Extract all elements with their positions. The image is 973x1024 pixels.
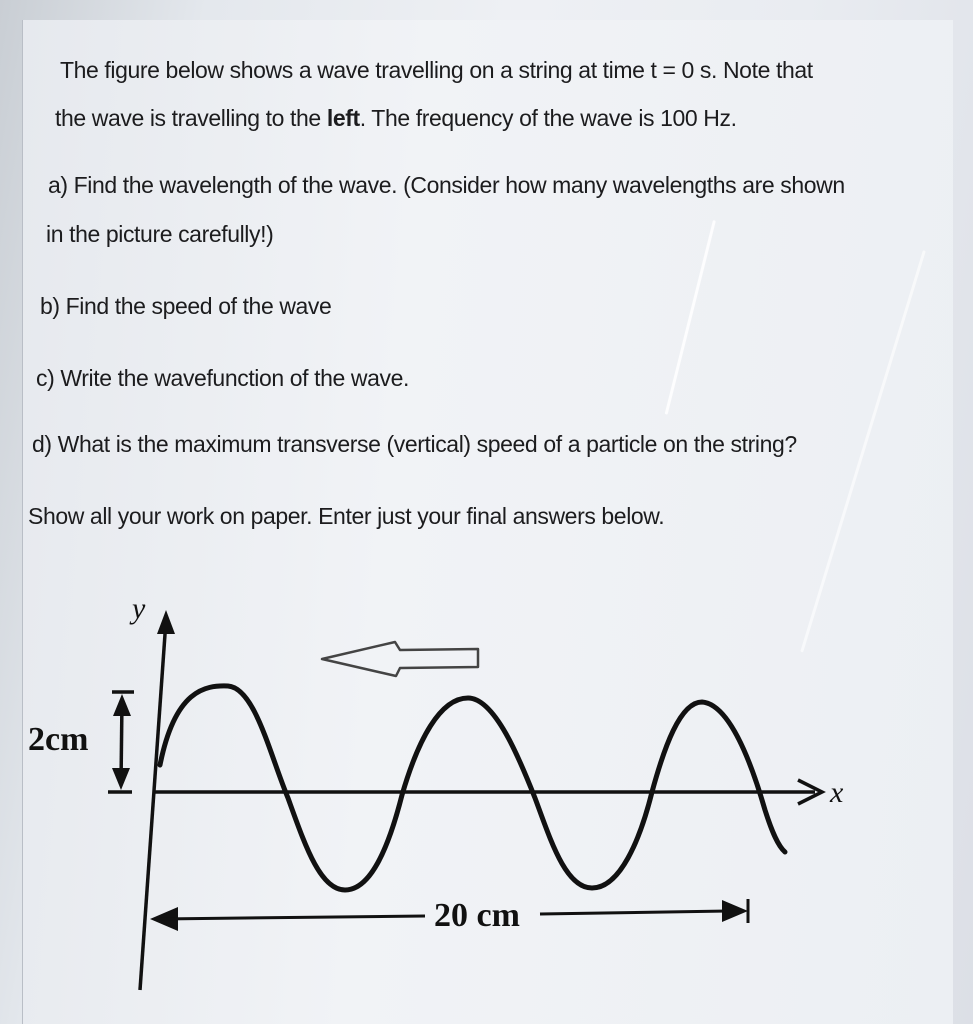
distance-line-left — [160, 916, 425, 919]
amplitude-arrow-up — [113, 694, 131, 716]
question-a-line-1: a) Find the wavelength of the wave. (Consider how many wavelengths are shown — [48, 172, 845, 198]
wave-curve — [160, 686, 785, 890]
amplitude-arrow-down — [112, 768, 130, 790]
intro-line-2-start: the wave is travelling to the — [55, 105, 327, 131]
intro-line-2-end: . The frequency of the wave is 100 Hz. — [359, 105, 737, 131]
x-axis-label: x — [830, 776, 844, 809]
question-d: d) What is the maximum transverse (vertical) speed of a particle on the string? — [32, 431, 797, 457]
direction-word: left — [326, 105, 360, 131]
screen-glare — [665, 220, 716, 415]
intro-line-1: The figure below shows a wave travelling on a string at time t = 0 s. Note that — [60, 57, 813, 83]
instruction: Show all your work on paper. Enter just your final answers below. — [28, 503, 665, 529]
direction-arrow — [322, 642, 478, 676]
distance-line-right — [540, 911, 728, 914]
amplitude-label: 2cm — [28, 721, 89, 758]
question-c: c) Write the wavefunction of the wave. — [36, 365, 410, 391]
question-a-line-2: in the picture carefully!) — [46, 221, 274, 247]
intro-line-2 — [55, 96, 737, 140]
distance-label: 20 cm — [434, 897, 520, 934]
wave-figure — [0, 570, 973, 1024]
distance-arrow-right — [722, 900, 748, 922]
y-axis-arrowhead — [157, 610, 175, 634]
question-b: b) Find the speed of the wave — [40, 293, 332, 319]
y-axis — [140, 620, 166, 990]
y-axis-label: y — [132, 592, 146, 625]
